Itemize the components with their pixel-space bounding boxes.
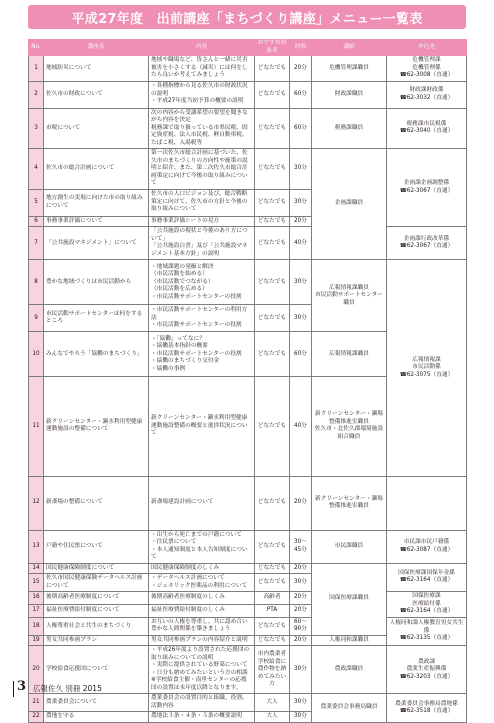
course-name: 佐久市国民健康保険データヘルス計画について [44, 574, 149, 592]
lecturer: 広報情報課職員 市民活動サポートセンター職員 [312, 260, 387, 332]
course-content: 第一次佐久市総合計画に基づいた、佐久市のまちづくりの方向性や施策の説明と紹介、また、第二次佐久市総合計画策定に向けて今後の取り組みについて [149, 149, 255, 190]
contact-info: 企画課企画調整係 ☎62-3067（直通） [387, 149, 467, 227]
target-audience: どなたでも [255, 635, 290, 646]
lecturer: 広報情報課職員 [312, 332, 387, 377]
duration: 30分 [290, 305, 312, 332]
page-number: 3 [17, 679, 27, 694]
course-name: 佐久市の財政について [44, 81, 149, 108]
column-header: No. [29, 40, 44, 56]
course-content: 地域や職場など、皆さんと一緒に災害被害を小さくする（減災）には何をしたら良いか考えてみましょう [149, 56, 255, 82]
table-row [29, 56, 467, 82]
duration: 20分 [290, 563, 312, 574]
lecturer: 市民課職員 [312, 530, 387, 563]
row-number: 14 [29, 563, 44, 574]
course-name: 福祉医療費給付制度について [44, 605, 149, 618]
course-name: 戸籍や住民票について [44, 530, 149, 563]
table-row [29, 476, 467, 530]
table-row [29, 149, 467, 190]
table-row [29, 108, 467, 149]
column-header: おすすめ対象者 [255, 40, 290, 56]
row-number: 5 [29, 189, 44, 216]
table-row [29, 227, 467, 260]
target-audience: どなたでも [255, 216, 290, 227]
contact-info: 広報情報課 市民活動係 ☎62-3075（直通） [387, 260, 467, 476]
duration: 30分 [290, 260, 312, 305]
contact-info: 国保医療課国保年金係 ☎62-3164（直通） [387, 563, 467, 592]
target-audience: どなたでも [255, 81, 290, 108]
course-name: 農地を守る [44, 712, 149, 723]
duration: 20分 [290, 592, 312, 605]
row-number: 9 [29, 305, 44, 332]
row-number: 6 [29, 216, 44, 227]
duration: 30分 [290, 189, 312, 216]
target-audience: どなたでも [255, 574, 290, 592]
duration: 40分 [290, 377, 312, 476]
table-row [29, 81, 467, 108]
duration: 30分 [290, 646, 312, 694]
course-name: 市民活動サポートセンターは何をするところ [44, 305, 149, 332]
course-content: 佐久市の人口ビジョン及び、総合戦略策定に向けて、佐久市の方針と今後の取り組みについて [149, 189, 255, 216]
row-number: 12 [29, 476, 44, 530]
course-content: 新クリーンセンター・瀬水利用型健康運動施設整備の概要と進捗状況について [149, 377, 255, 476]
duration: 20分 [290, 216, 312, 227]
course-content: ・「協働」ってなに？ ・協働基本指針の概要 ・市民活動サポートセンターの役割 ・協働のまちづくり交付金 ・協働の事例 [149, 332, 255, 377]
row-number: 16 [29, 592, 44, 605]
duration: 20分 [290, 635, 312, 646]
course-content: 後期高齢者医療制度のしくみ [149, 592, 255, 605]
course-content: ・市民活動サポートセンターの利用方法 ・市民活動サポートセンターの役割 [149, 305, 255, 332]
target-audience: どなたでも [255, 617, 290, 635]
footer-divider [13, 681, 14, 697]
target-audience: どなたでも [255, 227, 290, 260]
duration: 60～90分 [290, 617, 312, 635]
page-title: 平成27年度 出前講座「まちづくり講座」メニュー一覧表 [28, 5, 466, 29]
row-number: 17 [29, 605, 44, 618]
duration: 20分 [290, 476, 312, 530]
target-audience: 大人 [255, 694, 290, 712]
table-row [29, 563, 467, 574]
course-name: 農業委員会について [44, 694, 149, 712]
column-header: 講座名 [44, 40, 149, 56]
lecturer: 新クリーンセンター・瀬場整備推進室職員 佐久市・北佐久郡環境施設組合職員 [312, 377, 387, 476]
course-content: 次の内容から受講希望の要望を聞きながら内容を決定 税務課で取り扱っている市県民税、固定資産税、法人市民税、軽自動車税、たばこ税、入湯税等 [149, 108, 255, 149]
course-content: 男女共同参画プランの内容紹介と説明 [149, 635, 255, 646]
course-name: みんなでやろう「協働のまちづくり」 [44, 332, 149, 377]
column-header: 申込先 [387, 40, 467, 56]
course-name: 後期高齢者医療制度について [44, 592, 149, 605]
column-header: 講師 [312, 40, 387, 56]
row-number: 10 [29, 332, 44, 377]
course-name: 学校給食応援団について [44, 646, 149, 694]
course-name: 事務事業評価について [44, 216, 149, 227]
row-number: 7 [29, 227, 44, 260]
target-audience: どなたでも [255, 476, 290, 530]
row-number: 2 [29, 81, 44, 108]
course-name: 佐久市の総合計画について [44, 149, 149, 190]
contact-info: 税務課市民税係 ☎62-3040（直通） [387, 108, 467, 149]
row-number: 13 [29, 530, 44, 563]
duration: 40分 [290, 227, 312, 260]
lecturer: 危機管理課職員 [312, 56, 387, 82]
row-number: 20 [29, 646, 44, 694]
target-audience: どなたでも [255, 530, 290, 563]
duration: 60分 [290, 81, 312, 108]
course-content: 農業委員会の設置目的と組織、役割、活動内容 [149, 694, 255, 712]
lecturer: 企画課職員 [312, 149, 387, 260]
course-content: 「公共施設の現状と今後のあり方について」 「公共施設白書」及び「公共施設マネジメント基本方針」の説明 [149, 227, 255, 260]
target-audience: どなたでも [255, 332, 290, 377]
lecturer: 税務課職員 [312, 108, 387, 149]
target-audience: どなたでも [255, 189, 290, 216]
row-number: 22 [29, 712, 44, 723]
contact-info: 財政課財政係 ☎62-3032（直通） [387, 81, 467, 108]
course-content: ・地域課題の発掘と解決 （市民活動を始める） （市民活動でつながる） （市民活動を広める） ・市民活動サポートセンターの役割 [149, 260, 255, 305]
contact-info: 市民課市民戸籍係 ☎62-3087（直通） [387, 530, 467, 563]
duration: 30分 [290, 149, 312, 190]
target-audience: どなたでも [255, 305, 290, 332]
course-content: 農地法３条・４条・５条の概要説明 [149, 712, 255, 723]
target-audience: どなたでも [255, 563, 290, 574]
course-content: ・平成26年度より設置された応援団の取り組みについての説明 ・実際に提供されている野菜について ・日分も納めてみたいという方の相談※学校給食主催・南里センターの応援団の設置は未年度以降となります。 [149, 646, 255, 694]
table-row [29, 617, 467, 635]
course-content: ・出生から死亡までの戸籍について ・住民票について ・本人通知制度と本人告知制度について [149, 530, 255, 563]
contact-info: 企画課行政改革係 ☎62-3067（直通） [387, 227, 467, 260]
table-row [29, 530, 467, 563]
course-name: 国民健康保険制度について [44, 563, 149, 574]
course-name: 男女共同参画プラン [44, 635, 149, 646]
contact-info: 農業委員会事務局農地係 ☎62-3518（直通） [387, 694, 467, 723]
row-number: 15 [29, 574, 44, 592]
course-content: 国民健康保険制度のしくみ [149, 563, 255, 574]
target-audience: どなたでも [255, 149, 290, 190]
table-header-row [29, 40, 467, 56]
row-number: 21 [29, 694, 44, 712]
course-name: 新クリーンセンター・瀬水利用型健康運動施設の整備について [44, 377, 149, 476]
duration: 60分 [290, 108, 312, 149]
row-number: 1 [29, 56, 44, 82]
duration: 60分 [290, 332, 312, 377]
duration: 20分 [290, 56, 312, 82]
contact-info: 農政課 農業生産振興係 ☎62-3203（直通） [387, 646, 467, 694]
duration: 30分 [290, 694, 312, 712]
column-header: 内容 [149, 40, 255, 56]
course-name: 新斎場の整備について [44, 476, 149, 530]
course-content: 事務事業評価シートの見方 [149, 216, 255, 227]
target-audience: 高齢者 [255, 592, 290, 605]
course-name: 人権尊重社会と共生のまちづくり [44, 617, 149, 635]
contact-info: 危機管理課 危機管理係 ☎62-3008（直通） [387, 56, 467, 82]
course-name: 地方創生の実現に向けた市の取り組みについて [44, 189, 149, 216]
publication-name: 広報佐久 別冊 2015 [33, 684, 102, 693]
target-audience: どなたでも [255, 56, 290, 82]
course-content: 福祉医療費給付制度のしくみ [149, 605, 255, 618]
lecturer: 財政課職員 [312, 81, 387, 108]
course-name: 「公共施設マネジメント」について [44, 227, 149, 260]
course-name: 豊かな地域づくりは市民活動から [44, 260, 149, 305]
row-number: 8 [29, 260, 44, 305]
lecturer: 国保医療課職員 [312, 563, 387, 635]
target-audience: 大人 [255, 712, 290, 723]
row-number: 18 [29, 617, 44, 635]
duration: 30～45分 [290, 530, 312, 563]
course-content: ・各種指標から見る佐久市の財政状況の説明 ・平成27年度当初予算の概要の説明 [149, 81, 255, 108]
target-audience: どなたでも [255, 377, 290, 476]
course-content: 新斎場建設計画について [149, 476, 255, 530]
duration: 30分 [290, 712, 312, 723]
row-number: 4 [29, 149, 44, 190]
target-audience: 市内農業者学校給食に農作物を納めてみたい方 [255, 646, 290, 694]
row-number: 11 [29, 377, 44, 476]
duration: 30分 [290, 574, 312, 592]
course-name: 地域防災について [44, 56, 149, 82]
table-row [29, 592, 467, 605]
lecturer: 農政課職員 [312, 646, 387, 694]
course-content: お互いの人権を尊重し、共に認め合い豊かな人間関係を築きましょう [149, 617, 255, 635]
lecturer: 人権同和課職員 [312, 635, 387, 646]
row-number: 19 [29, 635, 44, 646]
lecturer: 新クリーンセンター・瀬場整備推進室職員 [312, 476, 387, 530]
target-audience: どなたでも [255, 260, 290, 305]
target-audience: PTA [255, 605, 290, 618]
course-content: ・データヘルス計画について ・ジェネリック医薬品の利用について [149, 574, 255, 592]
contact-info: 国保医療課 医療給付係 ☎62-3164（直通） [387, 592, 467, 618]
menu-table [28, 39, 467, 723]
duration: 20分 [290, 605, 312, 618]
column-header: 時間 [290, 40, 312, 56]
page-footer [0, 676, 494, 700]
contact-info: 人権同和課人権教育男女共生係 ☎62-3135（直通） [387, 617, 467, 646]
target-audience: どなたでも [255, 108, 290, 149]
row-number: 3 [29, 108, 44, 149]
lecturer: 農業委員会事務局職員 [312, 694, 387, 723]
table-row [29, 260, 467, 305]
course-name: 市税について [44, 108, 149, 149]
